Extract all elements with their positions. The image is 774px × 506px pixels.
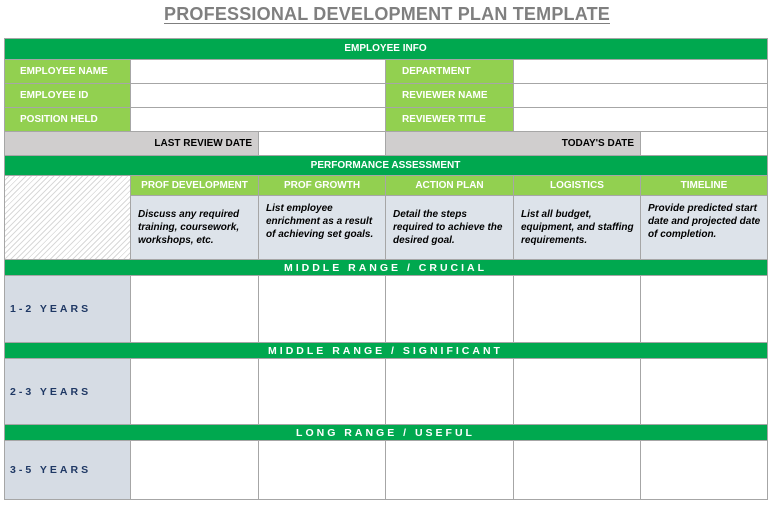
cell-1-prof-growth[interactable] [259, 276, 386, 343]
cell-1-timeline[interactable] [641, 276, 768, 343]
column-prof-growth: PROF GROWTH [259, 176, 386, 196]
section-header-significant: MIDDLE RANGE / SIGNIFICANT [4, 343, 768, 359]
reviewer-name-label: REVIEWER NAME [386, 84, 514, 108]
employee-name-label: EMPLOYEE NAME [4, 60, 131, 84]
cell-3-prof-growth[interactable] [259, 441, 386, 500]
cell-2-timeline[interactable] [641, 359, 768, 425]
cell-3-prof-development[interactable] [131, 441, 259, 500]
reviewer-title-field[interactable] [514, 108, 768, 132]
position-held-label: POSITION HELD [4, 108, 131, 132]
reviewer-name-field[interactable] [514, 84, 768, 108]
page-title: PROFESSIONAL DEVELOPMENT PLAN TEMPLATE [164, 4, 610, 24]
performance-assessment-header: PERFORMANCE ASSESSMENT [4, 156, 768, 176]
cell-2-prof-growth[interactable] [259, 359, 386, 425]
last-review-date-label: LAST REVIEW DATE [4, 132, 259, 156]
cell-3-timeline[interactable] [641, 441, 768, 500]
cell-1-prof-development[interactable] [131, 276, 259, 343]
cell-2-logistics[interactable] [514, 359, 641, 425]
section-header-useful: LONG RANGE / USEFUL [4, 425, 768, 441]
column-logistics: LOGISTICS [514, 176, 641, 196]
row-label-1-2-years: 1-2 YEARS [4, 276, 131, 343]
department-field[interactable] [514, 60, 768, 84]
employee-name-field[interactable] [131, 60, 386, 84]
cell-3-logistics[interactable] [514, 441, 641, 500]
todays-date-field[interactable] [641, 132, 768, 156]
description-prof-growth: List employee enrichment as a result of achieving set goals. [259, 196, 386, 260]
cell-1-logistics[interactable] [514, 276, 641, 343]
row-label-3-5-years: 3-5 YEARS [4, 441, 131, 500]
employee-id-field[interactable] [131, 84, 386, 108]
cell-2-prof-development[interactable] [131, 359, 259, 425]
employee-info-header: EMPLOYEE INFO [4, 38, 768, 60]
section-header-crucial: MIDDLE RANGE / CRUCIAL [4, 260, 768, 276]
reviewer-title-label: REVIEWER TITLE [386, 108, 514, 132]
description-action-plan: Detail the steps required to achieve the desired goal. [386, 196, 514, 260]
cell-1-action-plan[interactable] [386, 276, 514, 343]
row-label-2-3-years: 2-3 YEARS [4, 359, 131, 425]
column-prof-development: PROF DEVELOPMENT [131, 176, 259, 196]
hatched-corner [4, 176, 131, 260]
position-held-field[interactable] [131, 108, 386, 132]
department-label: DEPARTMENT [386, 60, 514, 84]
last-review-date-field[interactable] [259, 132, 386, 156]
todays-date-label: TODAY'S DATE [386, 132, 641, 156]
cell-3-action-plan[interactable] [386, 441, 514, 500]
column-timeline: TIMELINE [641, 176, 768, 196]
column-action-plan: ACTION PLAN [386, 176, 514, 196]
description-logistics: List all budget, equipment, and staffing requirements. [514, 196, 641, 260]
description-timeline: Provide predicted start date and projected date of completion. [641, 196, 768, 260]
description-prof-development: Discuss any required training, coursework, workshops, etc. [131, 196, 259, 260]
employee-id-label: EMPLOYEE ID [4, 84, 131, 108]
cell-2-action-plan[interactable] [386, 359, 514, 425]
